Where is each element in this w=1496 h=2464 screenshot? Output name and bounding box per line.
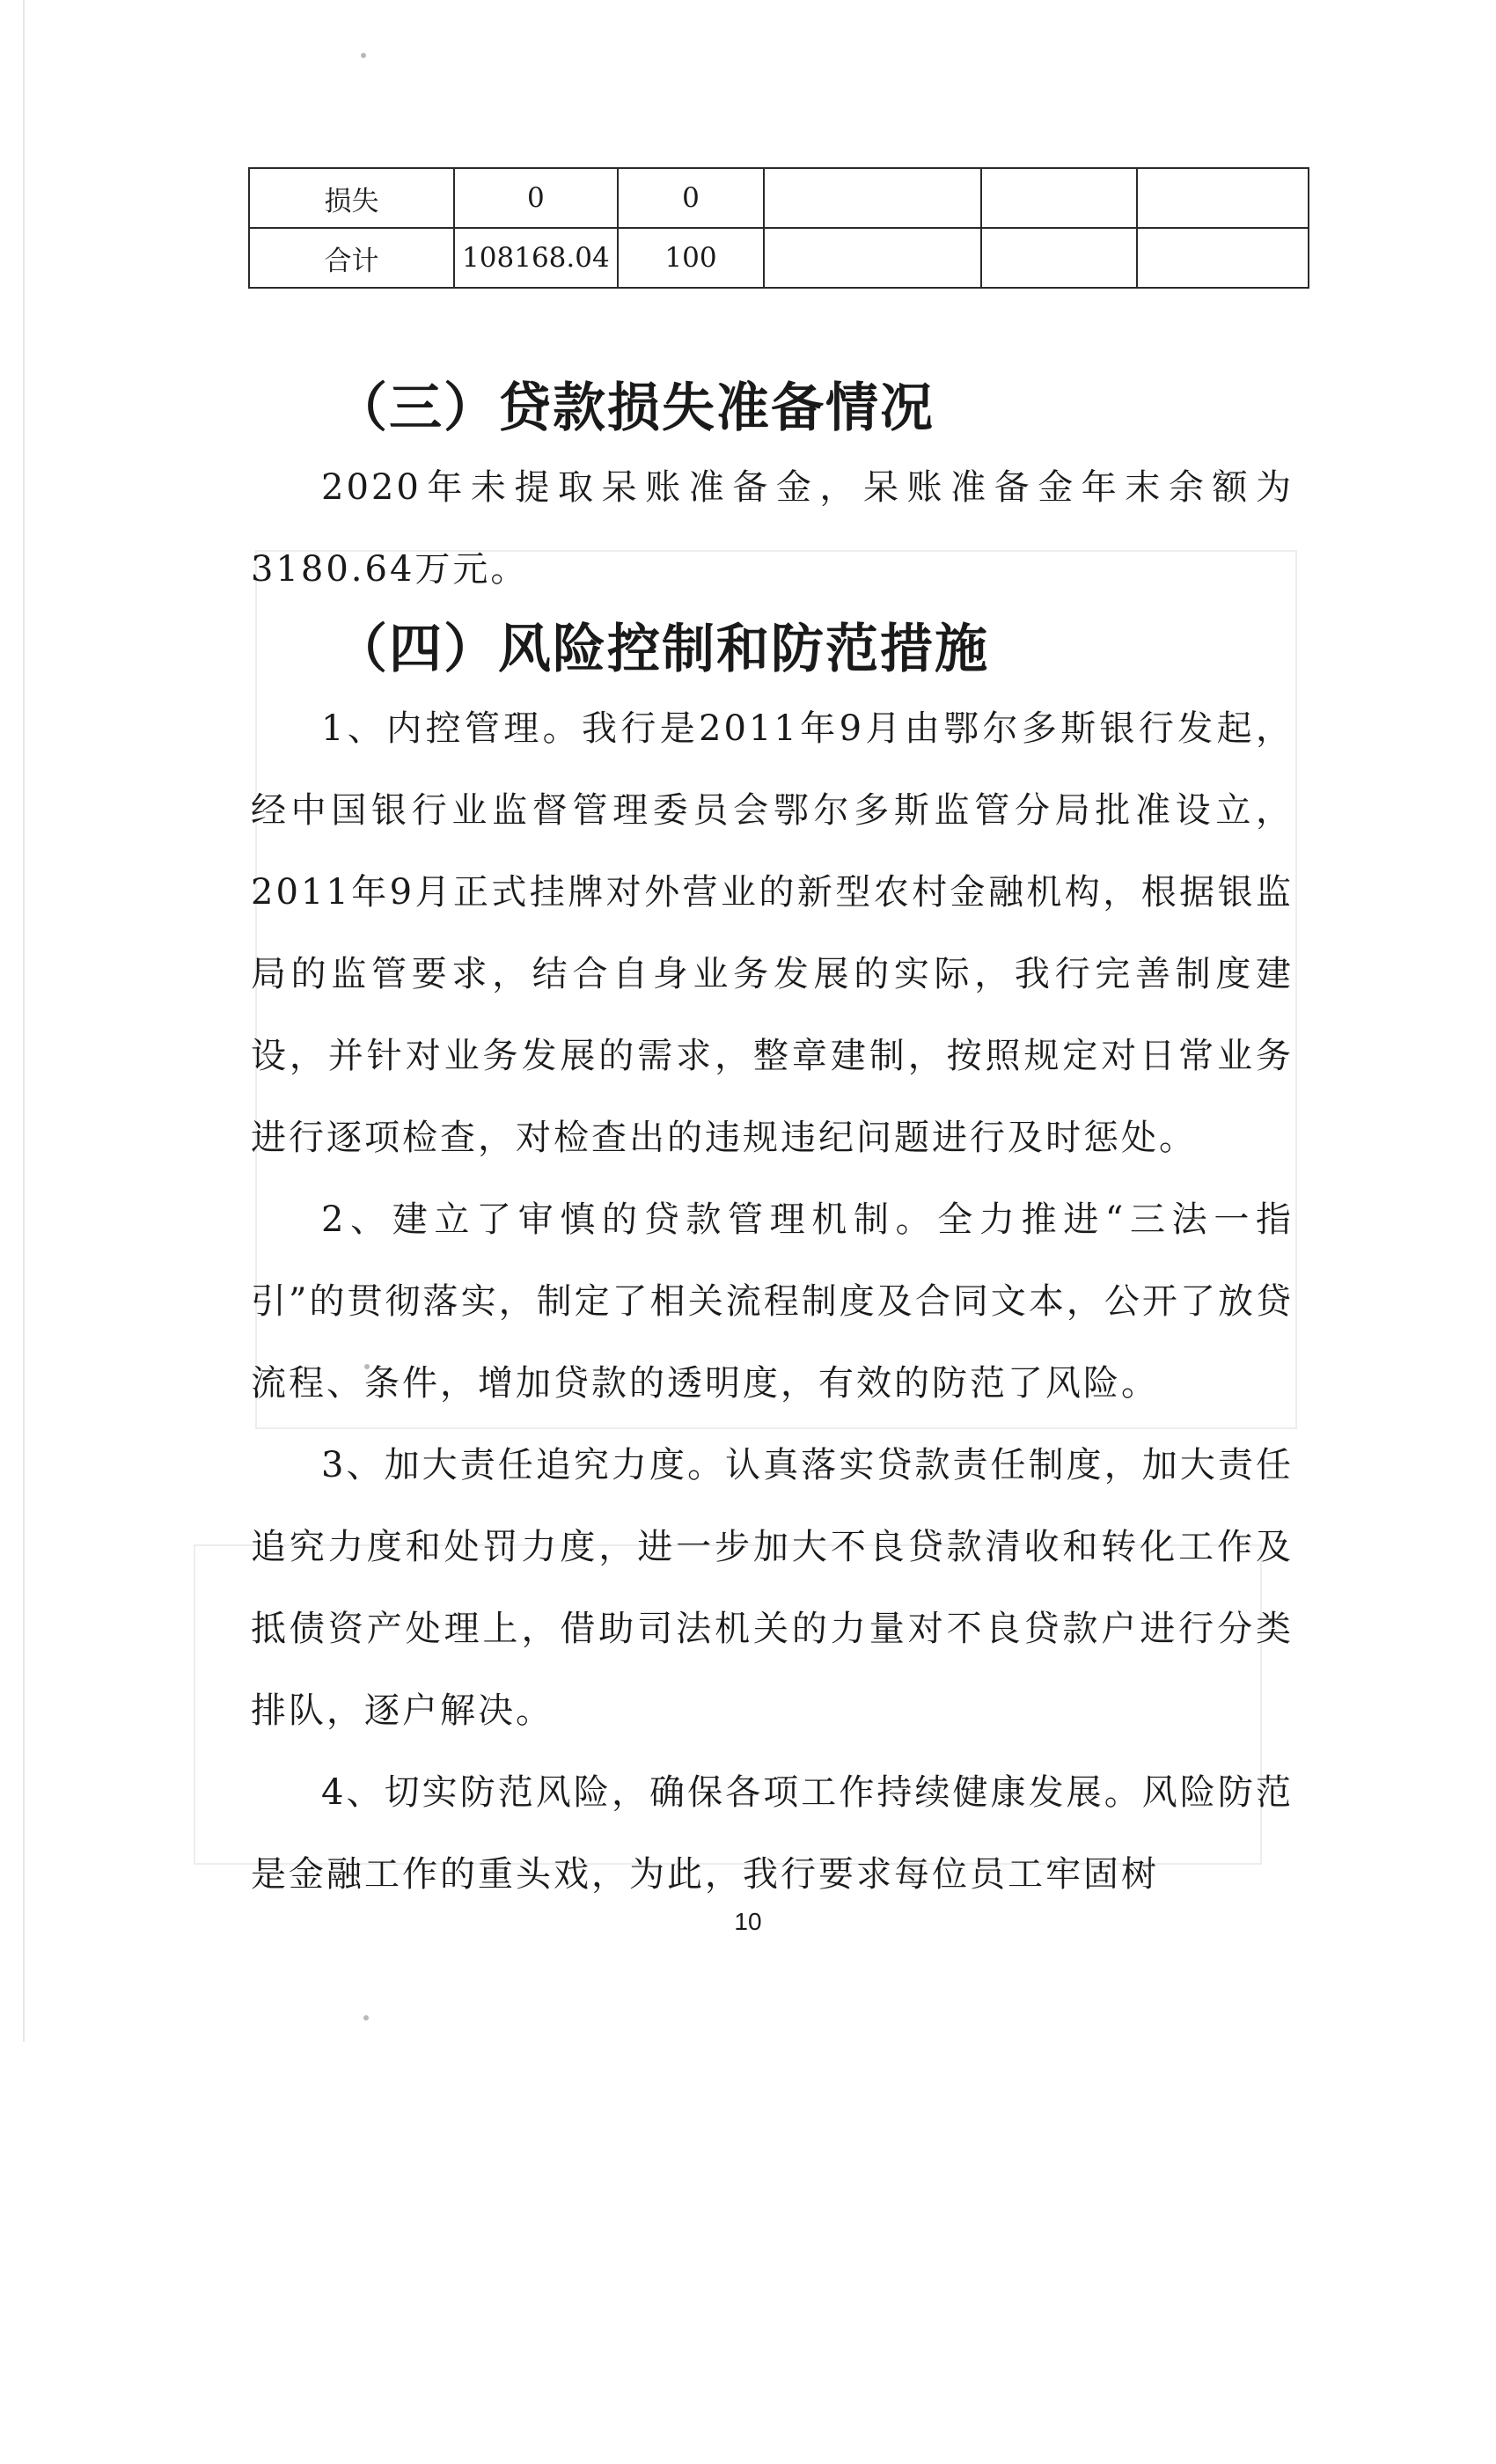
body-paragraph: 2、建立了审慎的贷款管理机制。全力推进“三法一指引”的贯彻落实，制定了相关流程制度及合同文本，公开了放贷流程、条件，增加贷款的透明度，有效的防范了风险。 [251,1199,1294,1404]
document-body [251,370,1294,1916]
table-cell: 0 [454,168,618,228]
body-paragraph: 4、切实防范风险，确保各项工作持续健康发展。风险防范是金融工作的重头戏，为此，我行要求每位员工牢固树 [251,1772,1294,1895]
scan-edge-line [23,0,25,2042]
table-cell: 108168.04 [454,228,618,288]
scan-speck [363,2015,369,2020]
body-paragraph: 3、加大责任追究力度。认真落实贷款责任制度，加大责任追究力度和处罚力度，进一步加大不良贷款清收和转化工作及抵债资产处理上，借助司法机关的力量对不良贷款户进行分类排队，逐户解决。 [251,1445,1294,1731]
table-row [249,168,1309,228]
table-cell [764,168,980,228]
loan-classification-table [248,167,1309,289]
table-cell [981,168,1137,228]
table-cell: 合计 [249,228,454,288]
page-number: 10 [734,1908,762,1935]
scan-speck [361,53,366,58]
section-heading: （三）贷款损失准备情况 [334,378,935,439]
table-cell [764,228,980,288]
table-cell [1137,228,1309,288]
table-cell [981,228,1137,288]
body-paragraph: 2020年未提取呆账准备金，呆账准备金年末余额为3180.64万元。 [251,467,1294,590]
table-row [249,228,1309,288]
table-cell: 损失 [249,168,454,228]
table-cell: 100 [618,228,764,288]
table-cell: 0 [618,168,764,228]
section-heading: （四）风险控制和防范措施 [334,619,989,680]
table-cell [1137,168,1309,228]
body-paragraph: 1、内控管理。我行是2011年9月由鄂尔多斯银行发起，经中国银行业监督管理委员会鄂尔多斯监管分局批准设立，2011年9月正式挂牌对外营业的新型农村金融机构，根据银监局的监管要求，结合自身业务发展的实际，我行完善制度建设，并针对业务发展的需求，整章建制，按照规定对日常业务进行逐项检查，对检查出的违规违纪问题进行及时惩处。 [251,708,1294,1158]
